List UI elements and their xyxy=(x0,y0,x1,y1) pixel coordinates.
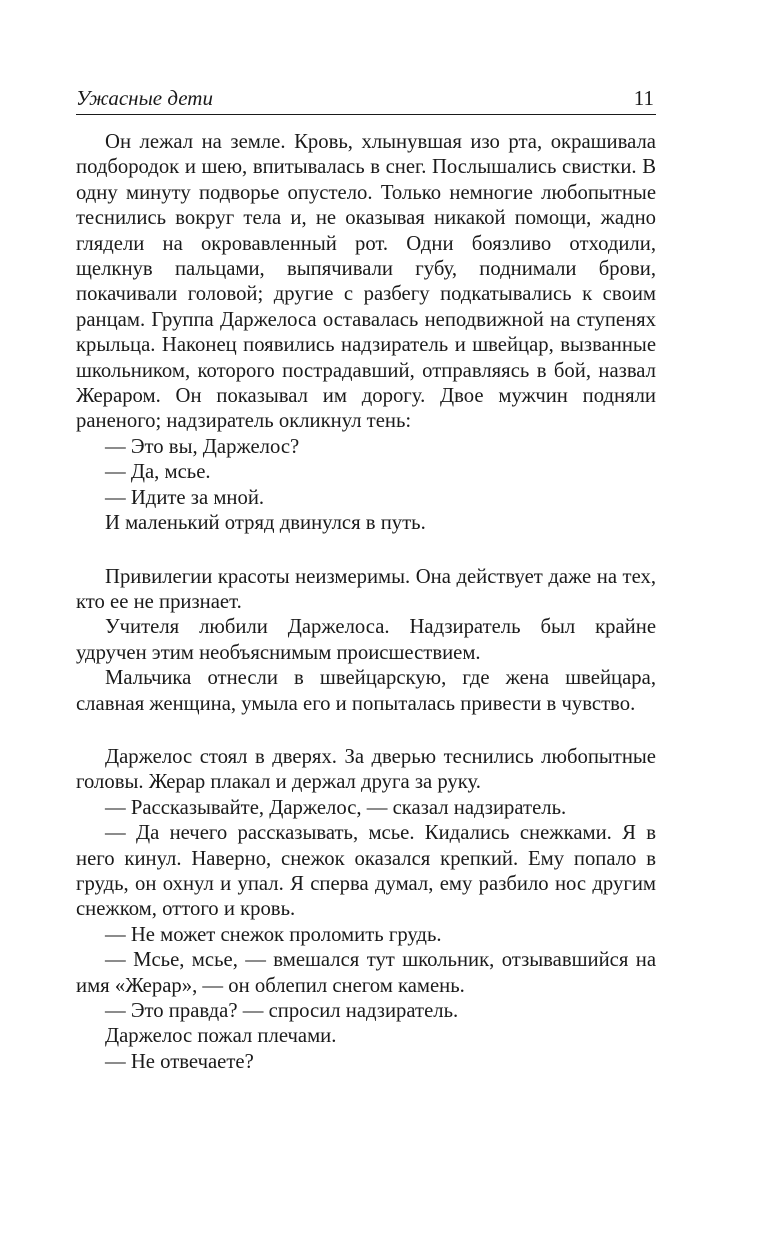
running-title: Ужасные дети xyxy=(76,86,213,110)
paragraph: Мальчика отнесли в швейцарскую, где жена швейцара, славная женщина, умыла его и попыталась привести в чувство. xyxy=(76,667,656,715)
dialogue-line: — Не отвечаете? xyxy=(105,1050,254,1073)
dialogue-line: — Это правда? — спросил надзиратель. xyxy=(105,1000,459,1022)
dialogue-line: — Да, мсье. xyxy=(105,461,211,484)
dialogue-line: — Идите за мной. xyxy=(105,486,265,509)
dialogue-line: — Да нечего рассказывать, мсье. Кидались снежками. Я в него кинул. Наверно, снежок оказался крепкий. Ему попало в грудь, он охнул и упал. Я сперва думал, ему разбило нос другим снежком, оттого и кровь. xyxy=(76,822,656,921)
section-break xyxy=(76,717,656,745)
paragraph: И маленький отряд двинулся в путь. xyxy=(105,512,426,535)
section-1 xyxy=(76,130,656,537)
paragraph: Даржелос пожал плечами. xyxy=(105,1025,337,1048)
page-number: 11 xyxy=(633,86,654,110)
running-header xyxy=(76,84,656,115)
section-3 xyxy=(76,745,656,1075)
paragraph: Он лежал на земле. Кровь, хлынувшая изо рта, окрашивала подбородок и шею, впитывалась в снег. Послышались свистки. В одну минуту подворье опустело. Только немногие любопытные теснились вокруг тела и, не оказывая никакой помощи, жадно глядели на окровавленный рот. Одни боязливо отходили, щелкнув пальцами, выпячивали губу, поднимали брови, покачивали головой; другие с разбегу подкатывались к своим ранцам. Группа Даржелоса оставалась неподвижной на ступенях крыльца. Наконец появились надзиратель и швейцар, вызванные школьником, которого пострадавший, отправляясь в бой, назвал Жераром. Он показывал им дорогу. Двое мужчин подняли раненого; надзиратель окликнул тень: xyxy=(76,131,656,433)
dialogue-line: — Это вы, Даржелос? xyxy=(105,435,300,458)
dialogue-line: — Мсье, мсье, — вмешался тут школьник, отзывавшийся на имя «Жерар», — он облепил снегом камень. xyxy=(76,949,656,997)
dialogue-line: — Не может снежок проломить грудь. xyxy=(105,923,442,946)
paragraph: Даржелос стоял в дверях. За дверью теснились любопытные головы. Жерар плакал и держал друга за руку. xyxy=(76,745,656,794)
page-body xyxy=(76,130,656,1075)
section-2 xyxy=(76,565,656,717)
paragraph: Учителя любили Даржелоса. Надзиратель был крайне удручен этим необъяснимым происшествием. xyxy=(76,616,656,664)
section-break xyxy=(76,537,656,565)
dialogue-line: — Рассказывайте, Даржелос, — сказал надзиратель. xyxy=(105,796,567,819)
paragraph: Привилегии красоты неизмеримы. Она действует даже на тех, кто ее не признает. xyxy=(76,565,656,613)
